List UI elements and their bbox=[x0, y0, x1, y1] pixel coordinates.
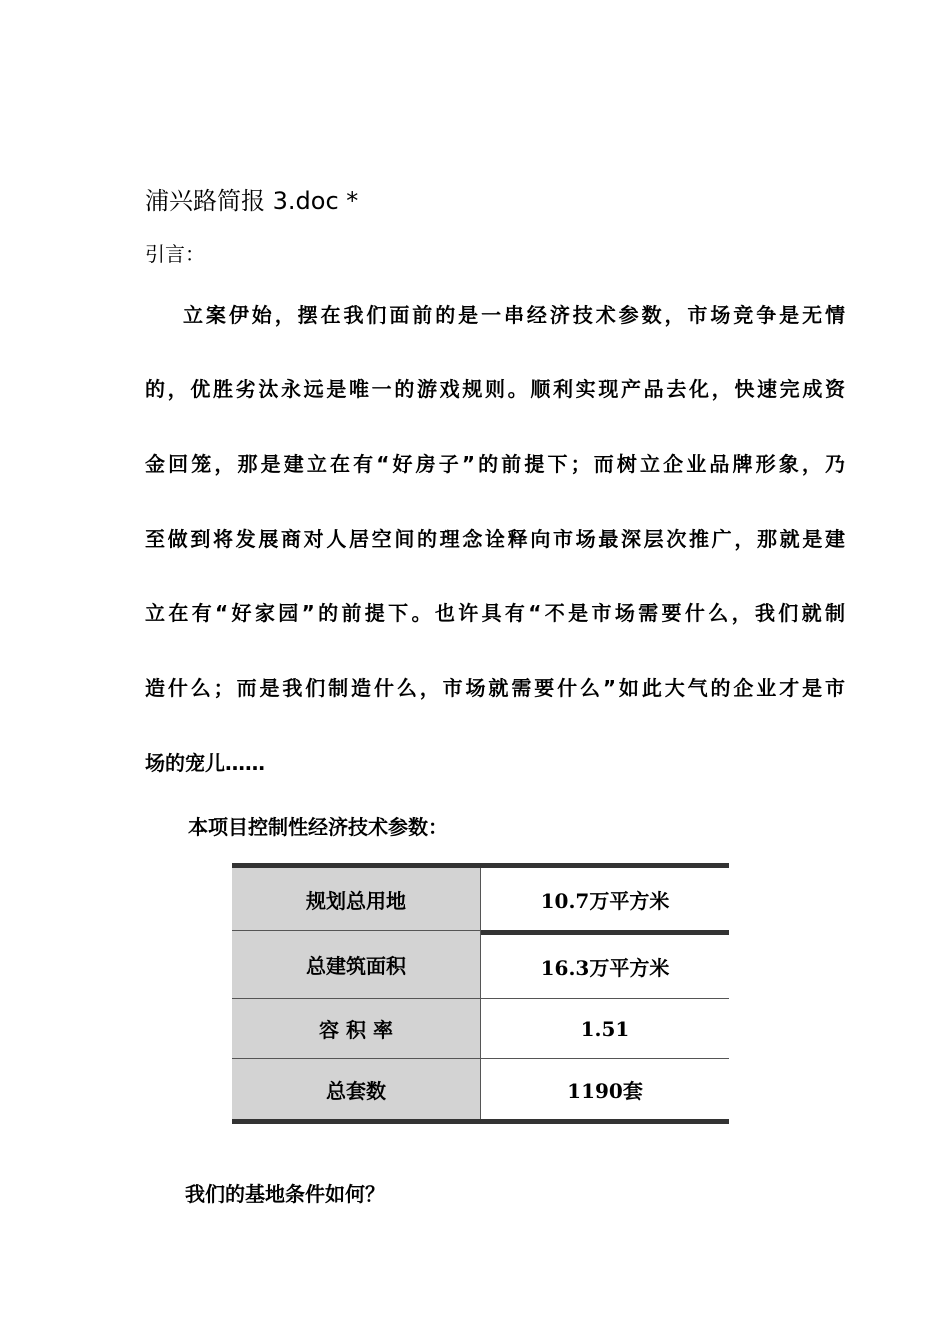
table-label-cell bbox=[232, 868, 481, 930]
document-title: 浦兴路简报 3.doc * bbox=[145, 187, 359, 215]
table-value-cell bbox=[481, 868, 729, 930]
paragraph-line: 的，优胜劣汰永远是唯一的游戏规则。顺利实现产品去化，快速完成资 bbox=[145, 377, 845, 401]
table-bottom-rule bbox=[232, 1119, 729, 1124]
params-heading: 本项目控制性经济技术参数： bbox=[188, 815, 448, 839]
table-value-cell bbox=[481, 1059, 729, 1119]
table-value: 1.51 bbox=[580, 1016, 630, 1041]
table-label: 容 积 率 bbox=[319, 1018, 393, 1042]
paragraph-line: 立在有“好家园”的前提下。也许具有“不是市场需要什么，我们就制 bbox=[145, 601, 845, 625]
table-value: 1190套 bbox=[567, 1078, 643, 1103]
paragraph-line: 至做到将发展商对人居空间的理念诠释向市场最深层次推广，那就是建 bbox=[145, 527, 845, 551]
intro-label: 引言： bbox=[145, 242, 205, 266]
table-label: 总套数 bbox=[326, 1078, 386, 1103]
table-label-cell bbox=[232, 1059, 481, 1119]
paragraph-line: 立案伊始，摆在我们面前的是一串经济技术参数，市场竞争是无情 bbox=[183, 303, 845, 327]
params-table bbox=[232, 863, 729, 1125]
closing-question: 我们的基地条件如何？ bbox=[185, 1182, 385, 1206]
table-value: 16.3万平方米 bbox=[540, 956, 670, 980]
table-label: 规划总用地 bbox=[306, 888, 406, 913]
paragraph-line: 造什么；而是我们制造什么，市场就需要什么”如此大气的企业才是市 bbox=[145, 676, 845, 700]
table-value-cell bbox=[481, 935, 729, 998]
paragraph-line: 场的宠儿…… bbox=[145, 751, 265, 775]
table-label-cell bbox=[232, 931, 481, 998]
table-label: 总建筑面积 bbox=[306, 954, 406, 978]
table-label-cell bbox=[232, 999, 481, 1058]
table-value-cell bbox=[481, 999, 729, 1058]
table-value: 10.7万平方米 bbox=[540, 888, 670, 913]
paragraph-line: 金回笼，那是建立在有“好房子”的前提下；而树立企业品牌形象，乃 bbox=[145, 452, 845, 476]
